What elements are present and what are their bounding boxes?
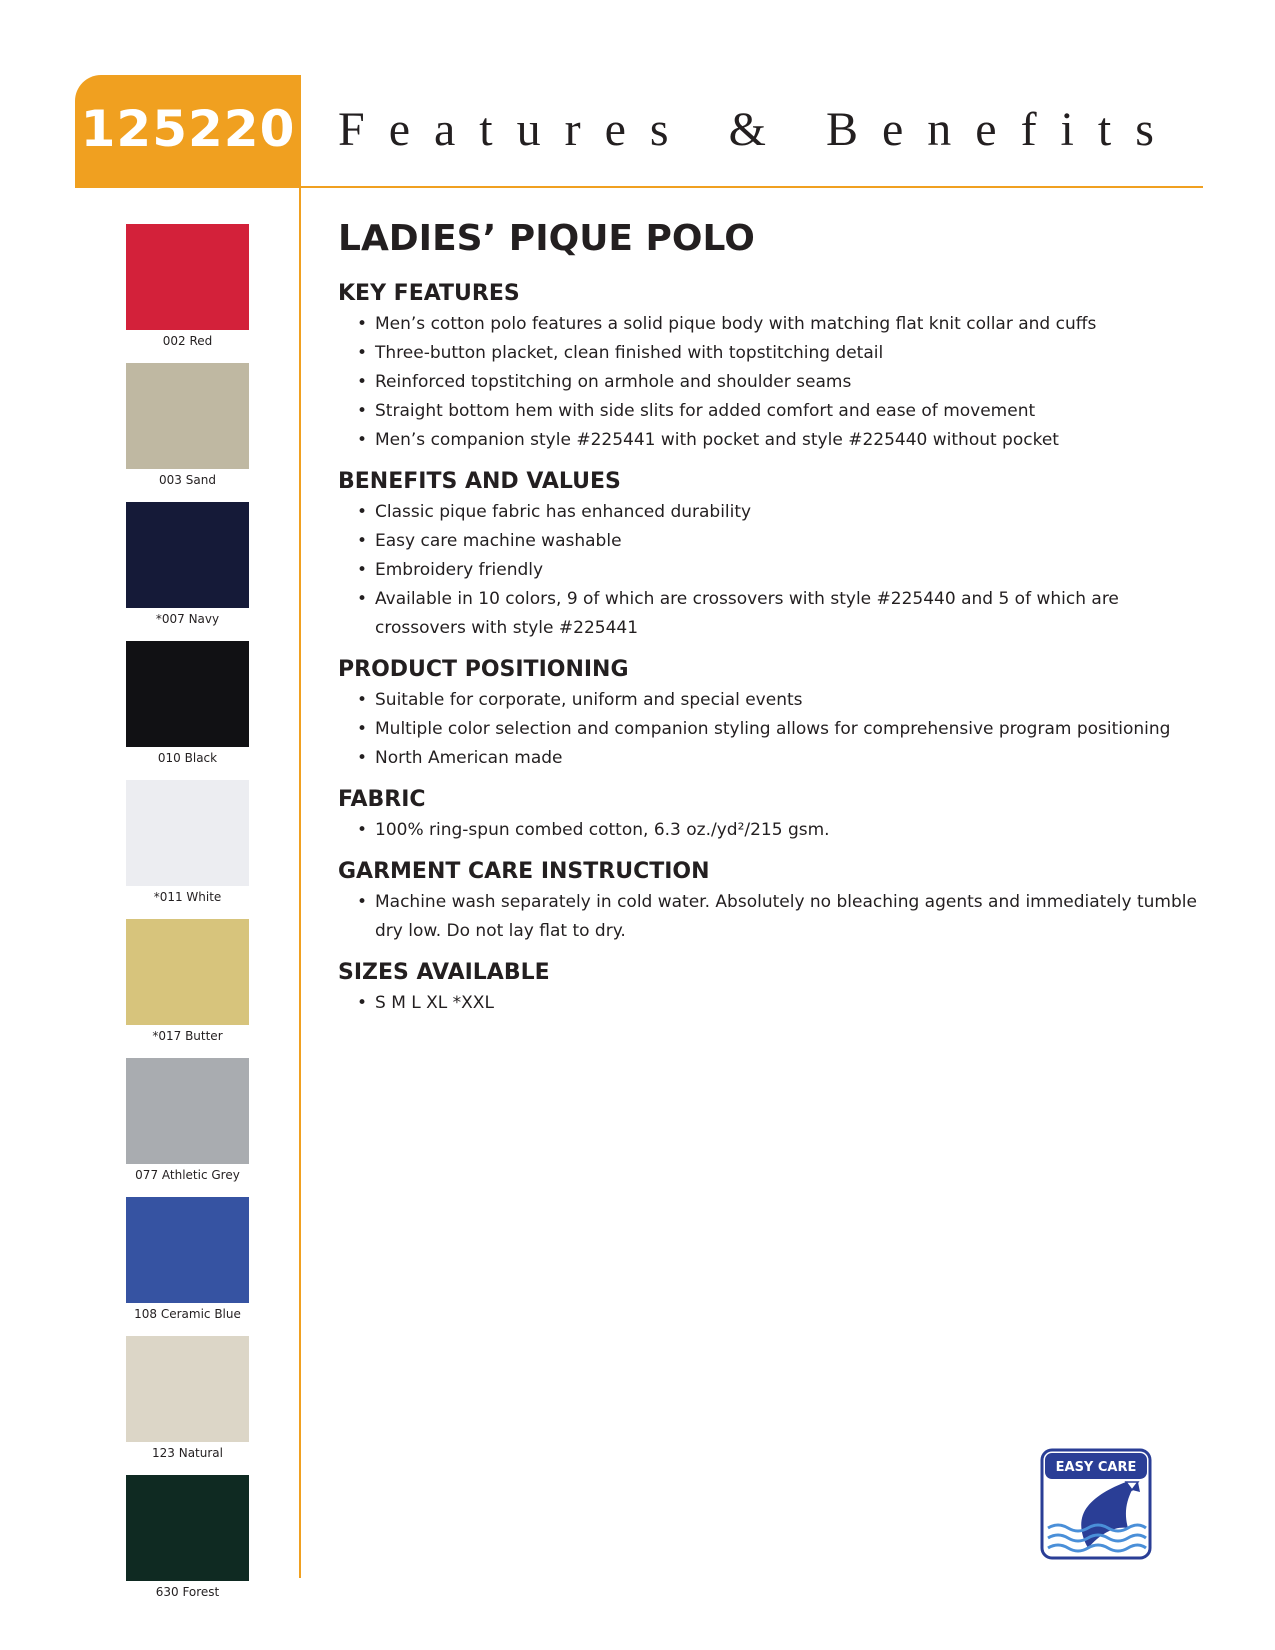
section-garment-care: [338, 859, 1198, 946]
swatch-label: 108 Ceramic Blue: [134, 1307, 241, 1321]
color-swatch: [116, 1475, 256, 1613]
swatch-label: 002 Red: [162, 334, 213, 348]
swatch-label: 003 Sand: [159, 473, 216, 487]
swatch-label: *017 Butter: [152, 1029, 223, 1043]
list-item: [338, 556, 1198, 585]
section-heading: SIZES AVAILABLE: [338, 960, 550, 985]
bullet-icon: •: [357, 531, 368, 551]
bullet-list: [338, 989, 1198, 1018]
bullet-list: [338, 498, 1198, 643]
list-item: [338, 816, 1198, 845]
section-sizes: [338, 960, 1198, 1018]
bullet-icon: •: [357, 589, 368, 609]
color-swatch: [116, 1336, 256, 1474]
swatch-label: 010 Black: [157, 751, 218, 765]
list-item-text: Men’s companion style #225441 with pocket and style #225440 without pocket: [375, 430, 1059, 450]
bullet-icon: •: [357, 343, 368, 363]
color-swatch: [116, 224, 256, 362]
section-benefits-values: [338, 469, 1198, 643]
swatch-label: 630 Forest: [155, 1585, 220, 1599]
list-item: [338, 686, 1198, 715]
list-item-text: North American made: [375, 748, 563, 768]
list-item: [338, 744, 1198, 773]
section-heading: BENEFITS AND VALUES: [338, 469, 621, 494]
bullet-list: [338, 310, 1198, 455]
list-item-text: Embroidery friendly: [375, 560, 544, 580]
swatch-chip: [126, 1058, 249, 1164]
list-item-text: Reinforced topstitching on armhole and shoulder seams: [375, 372, 852, 392]
list-item-text: Straight bottom hem with side slits for added comfort and ease of movement: [375, 401, 1036, 421]
swatch-label: 123 Natural: [152, 1446, 223, 1460]
list-item-text: Suitable for corporate, uniform and special events: [375, 690, 803, 710]
page-title: Features & Benefits: [338, 103, 1178, 156]
header-divider: [75, 186, 1203, 188]
swatch-chip: [126, 641, 249, 747]
section-heading: KEY FEATURES: [338, 281, 520, 306]
swatch-label: *007 Navy: [155, 612, 220, 626]
product-details: [338, 218, 1198, 1032]
color-swatch: [116, 1058, 256, 1196]
bullet-list: [338, 686, 1198, 773]
bullet-icon: •: [357, 372, 368, 392]
sidebar-divider: [299, 186, 301, 1578]
list-item-text: Easy care machine washable: [375, 531, 622, 551]
bullet-icon: •: [357, 314, 368, 334]
bullet-icon: •: [357, 401, 368, 421]
bullet-icon: •: [357, 430, 368, 450]
swatch-chip: [126, 1475, 249, 1581]
list-item: [338, 426, 1198, 455]
list-item-text: Men’s cotton polo features a solid pique body with matching flat knit collar and cuffs: [375, 314, 1097, 334]
bullet-icon: •: [357, 993, 368, 1013]
section-heading: GARMENT CARE INSTRUCTION: [338, 859, 710, 884]
list-item: [338, 715, 1198, 744]
swatch-chip: [126, 502, 249, 608]
bullet-icon: •: [357, 502, 368, 522]
section-heading: PRODUCT POSITIONING: [338, 657, 629, 682]
easy-care-badge: [1040, 1448, 1152, 1560]
list-item-text: Machine wash separately in cold water. Absolutely no bleaching agents and immediately tumble dry low. Do not lay flat to dry.: [375, 892, 1197, 941]
bullet-icon: •: [357, 892, 368, 912]
bullet-icon: •: [357, 719, 368, 739]
list-item-text: 100% ring-spun combed cotton, 6.3 oz./yd²/215 gsm.: [375, 820, 830, 840]
list-item: [338, 527, 1198, 556]
swatch-label: 077 Athletic Grey: [135, 1168, 240, 1182]
color-swatch: [116, 919, 256, 1057]
list-item-text: Multiple color selection and companion styling allows for comprehensive program positioning: [375, 719, 1171, 739]
list-item: [338, 585, 1198, 643]
list-item-text: Three-button placket, clean finished with topstitching detail: [375, 343, 884, 363]
easy-care-shirt-water-icon: [1040, 1448, 1152, 1560]
bullet-icon: •: [357, 560, 368, 580]
bullet-icon: •: [357, 820, 368, 840]
swatch-label: *011 White: [153, 890, 222, 904]
list-item: [338, 339, 1198, 368]
section-fabric: [338, 787, 1198, 845]
bullet-icon: •: [357, 690, 368, 710]
swatch-chip: [126, 1336, 249, 1442]
bullet-list: [338, 888, 1198, 946]
color-swatch: [116, 641, 256, 779]
color-swatch: [116, 363, 256, 501]
swatch-chip: [126, 224, 249, 330]
color-swatch: [116, 1197, 256, 1335]
product-title: LADIES’ PIQUE POLO: [338, 218, 755, 259]
swatch-chip: [126, 1197, 249, 1303]
list-item: [338, 888, 1198, 946]
swatch-chip: [126, 363, 249, 469]
list-item: [338, 368, 1198, 397]
section-product-positioning: [338, 657, 1198, 773]
color-swatch: [116, 502, 256, 640]
badge-label: EASY CARE: [1055, 1460, 1137, 1475]
style-number: 125220: [80, 100, 296, 158]
swatch-chip: [126, 780, 249, 886]
section-key-features: [338, 281, 1198, 455]
list-item-text: S M L XL *XXL: [375, 993, 494, 1013]
bullet-icon: •: [357, 748, 368, 768]
list-item-text: Available in 10 colors, 9 of which are crossovers with style #225440 and 5 of which are crossovers with style #225441: [375, 589, 1119, 638]
list-item: [338, 498, 1198, 527]
list-item-text: Classic pique fabric has enhanced durability: [375, 502, 752, 522]
swatch-chip: [126, 919, 249, 1025]
list-item: [338, 397, 1198, 426]
color-swatch: [116, 780, 256, 918]
list-item: [338, 989, 1198, 1018]
bullet-list: [338, 816, 1198, 845]
list-item: [338, 310, 1198, 339]
section-heading: FABRIC: [338, 787, 426, 812]
